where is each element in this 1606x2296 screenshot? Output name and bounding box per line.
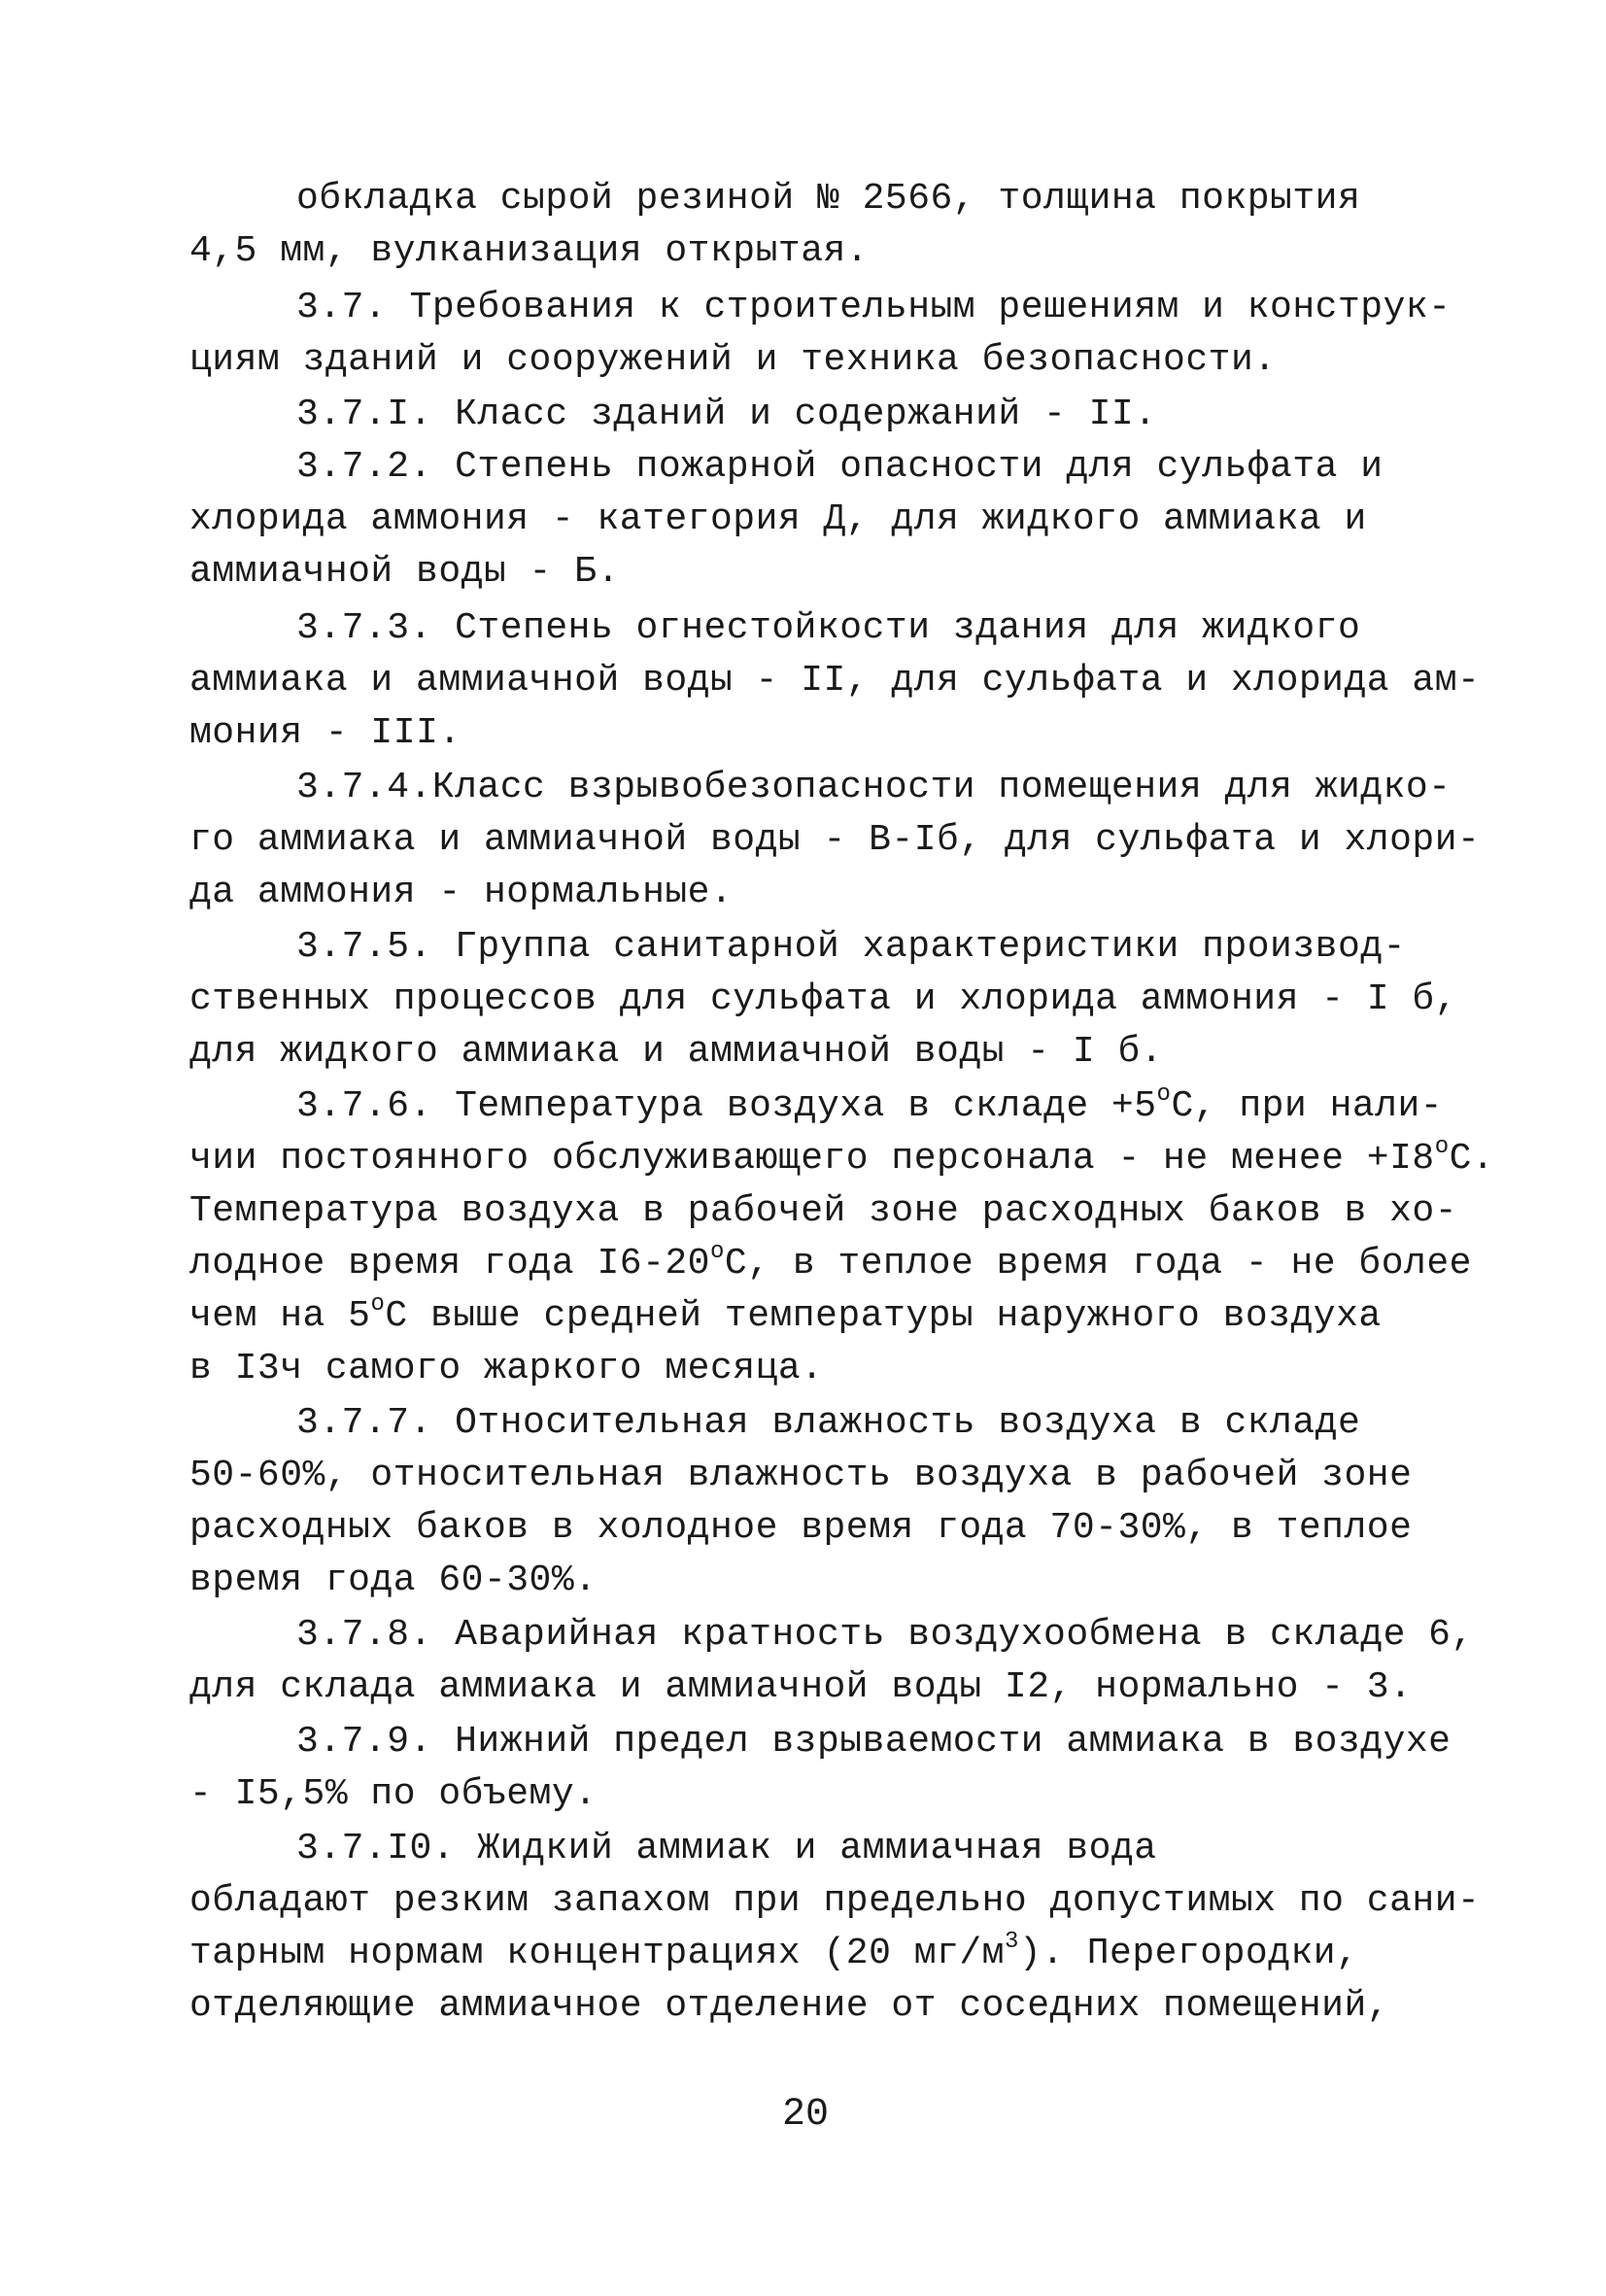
text-line: да аммония - нормальные. — [189, 872, 734, 913]
text-fragment: 3.7.6. Температура воздуха в складе +5 — [296, 1085, 1157, 1127]
text-line: 3.7.5. Группа санитарной характеристики производ- — [296, 926, 1406, 968]
text-line: отделяющие аммиачное отделение от соседних помещений, — [189, 1985, 1390, 2027]
page-number: 20 — [782, 2093, 830, 2137]
degree-sign: о — [1156, 1081, 1172, 1108]
text-line: для жидкого аммиака и аммиачной воды - I б. — [189, 1031, 1164, 1073]
text-fragment: чем на 5 — [189, 1295, 371, 1337]
text-line: для склада аммиака и аммиачной воды I2, нормально - 3. — [189, 1666, 1413, 1708]
text-line: 3.7.I. Класс зданий и содержаний - II. — [296, 394, 1157, 435]
text-fragment: С. — [1449, 1138, 1495, 1180]
text-line: 3.7.4.Класс взрывобезопасности помещения для жидко- — [296, 767, 1452, 808]
text-line: 3.7.I0. Жидкий аммиак и аммиачная вода — [296, 1828, 1157, 1869]
text-line: 3.7.8. Аварийная кратность воздухообмена в складе 6, — [296, 1614, 1474, 1656]
text-line: мония - III. — [189, 712, 461, 754]
text-line: Температура воздуха в рабочей зоне расходных баков в хо- — [189, 1190, 1458, 1232]
section-heading: 3.7. Требования к строительным решениям и конструк- — [296, 287, 1452, 328]
text-fragment: С, в теплое время года - не более — [724, 1243, 1472, 1285]
text-line: в I3ч самого жаркого месяца. — [189, 1348, 824, 1389]
text-fragment: чии постоянного обслуживающего персонала - не менее +I8 — [189, 1138, 1435, 1180]
text-fragment: С, при нали- — [1171, 1085, 1444, 1127]
text-line: 50-60%, относительная влажность воздуха в рабочей зоне — [189, 1455, 1413, 1496]
text-line: расходных баков в холодное время года 70-30%, в теплое — [189, 1507, 1413, 1549]
text-line: ственных процессов для сульфата и хлорида аммония - I б, — [189, 978, 1458, 1020]
text-line: 3.7.7. Относительная влажность воздуха в складе — [296, 1402, 1361, 1444]
degree-sign: о — [710, 1239, 725, 1265]
text-line: - I5,5% по объему. — [189, 1773, 598, 1815]
text-fragment: тарным нормам концентрациях (20 мг/м — [189, 1933, 1005, 1974]
text-line — [189, 1290, 1382, 1343]
text-line: аммиака и аммиачной воды - II, для сульфата и хлорида ам- — [189, 660, 1481, 702]
text-line: аммиачной воды - Б. — [189, 551, 620, 593]
text-line: 3.7.9. Нижний предел взрываемости аммиака в воздухе — [296, 1721, 1452, 1763]
text-line: 3.7.2. Степень пожарной опасности для сульфата и — [296, 446, 1384, 488]
text-line: время года 60-30%. — [189, 1559, 598, 1601]
text-line: циям зданий и сооружений и техника безопасности. — [189, 339, 1277, 381]
text-line — [189, 1133, 1494, 1185]
text-line: хлорида аммония - категория Д, для жидкого аммиака и — [189, 498, 1367, 540]
superscript: 3 — [1004, 1929, 1019, 1955]
degree-sign: о — [1434, 1134, 1450, 1160]
text-line: 3.7.3. Степень огнестойкости здания для жидкого — [296, 607, 1361, 649]
text-line: обладают резким запахом при предельно допустимых по сани- — [189, 1880, 1481, 1922]
text-line — [189, 1928, 1358, 1980]
degree-sign: о — [370, 1291, 386, 1318]
text-fragment: лодное время года I6-20 — [189, 1243, 710, 1285]
text-line: го аммиака и аммиачной воды - В-Iб, для сульфата и хлори- — [189, 819, 1481, 861]
text-line — [296, 1080, 1443, 1133]
text-line: 4,5 мм, вулканизация открытая. — [189, 230, 870, 272]
text-line: обкладка сырой резиной № 2566, толщина покрытия — [296, 178, 1361, 220]
text-fragment: С выше средней температуры наружного воздуха — [385, 1295, 1382, 1337]
text-line — [189, 1238, 1472, 1290]
text-fragment: ). Перегородки, — [1018, 1933, 1359, 1974]
